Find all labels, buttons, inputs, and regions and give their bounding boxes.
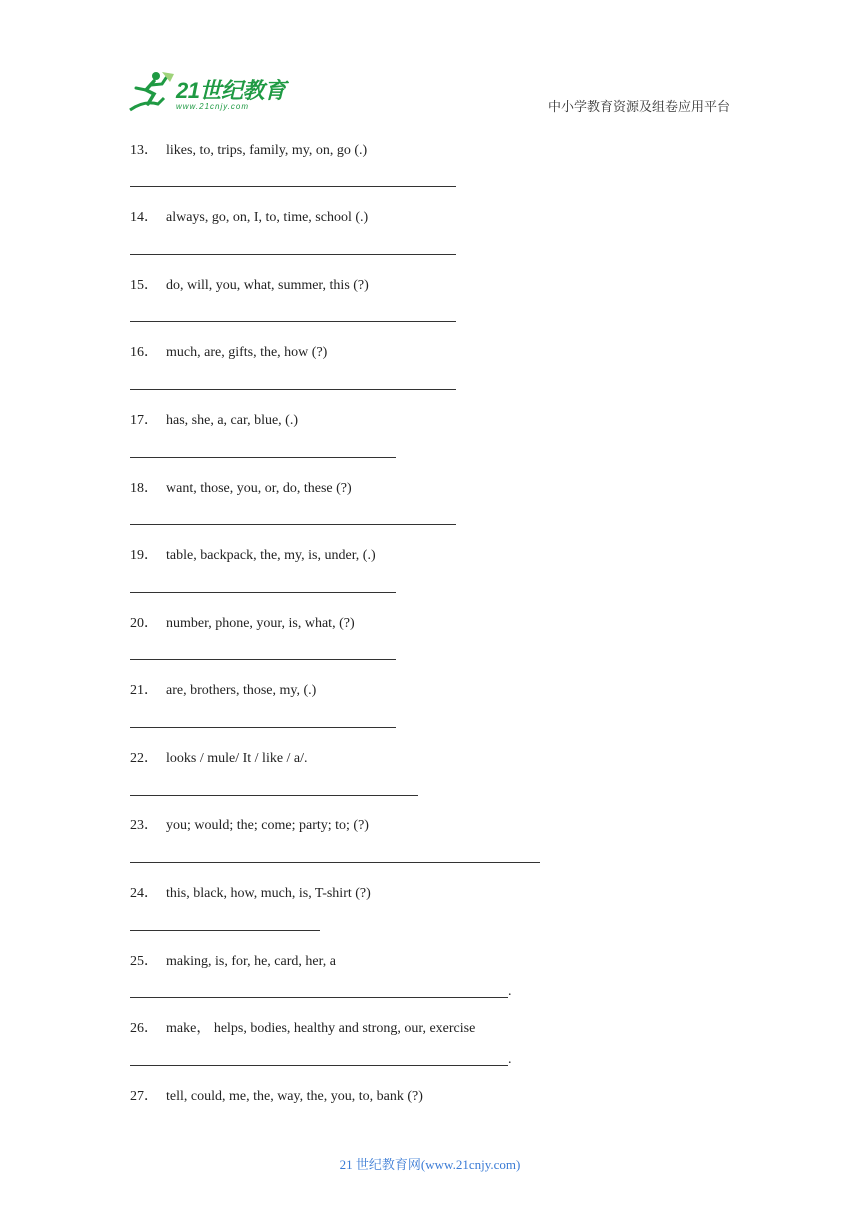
question-text: number, phone, your, is, what, (?) <box>166 616 355 631</box>
answer-line[interactable] <box>130 659 396 660</box>
answer-line[interactable] <box>130 457 396 458</box>
question-number: 21． <box>130 683 158 698</box>
question-text: you; would; the; come; party; to; (?) <box>166 818 369 833</box>
answer-line[interactable] <box>130 930 320 931</box>
question-23 <box>130 814 369 834</box>
question-text: do, will, you, what, summer, this (?) <box>166 278 369 293</box>
question-number: 15． <box>130 278 158 293</box>
question-text: looks / mule/ It / like / a/. <box>166 751 308 766</box>
question-25 <box>130 950 336 970</box>
question-number: 16． <box>130 345 158 360</box>
answer-line[interactable] <box>130 862 540 863</box>
answer-line[interactable] <box>130 186 456 187</box>
question-14 <box>130 206 368 226</box>
logo <box>124 70 294 118</box>
question-13 <box>130 139 367 159</box>
header-platform-text: 中小学教育资源及组卷应用平台 <box>547 100 730 115</box>
answer-line[interactable] <box>130 389 456 390</box>
question-26 <box>130 1017 475 1037</box>
question-text: table, backpack, the, my, is, under, (.) <box>166 548 376 563</box>
question-text: this, black, how, much, is, T-shirt (?) <box>166 886 371 901</box>
question-text: always, go, on, I, to, time, school (.) <box>166 210 369 225</box>
answer-line[interactable] <box>130 524 456 525</box>
question-16 <box>130 341 327 361</box>
logo-text: 21世纪教育 <box>176 78 286 103</box>
question-number: 19． <box>130 548 158 563</box>
question-number: 23． <box>130 818 158 833</box>
page-footer: 21 世纪教育网(www.21cnjy.com) <box>339 1157 521 1172</box>
line-end-period: . <box>508 1052 512 1067</box>
question-18 <box>130 477 352 497</box>
answer-line[interactable] <box>130 592 396 593</box>
answer-line[interactable] <box>130 1065 508 1066</box>
question-text: much, are, gifts, the, how (?) <box>166 345 328 360</box>
answer-line[interactable] <box>130 321 456 322</box>
question-text: make， helps, bodies, healthy and strong, our, exercise <box>166 1021 476 1036</box>
question-text: tell, could, me, the, way, the, you, to, bank (?) <box>166 1089 423 1104</box>
answer-line[interactable] <box>130 254 456 255</box>
question-text: has, she, a, car, blue, (.) <box>166 413 298 428</box>
question-22 <box>130 747 308 767</box>
question-number: 18． <box>130 481 158 496</box>
question-number: 27． <box>130 1089 158 1104</box>
question-15 <box>130 274 369 294</box>
line-end-period: . <box>508 984 512 999</box>
question-number: 22． <box>130 751 158 766</box>
runner-logo-icon <box>124 70 176 114</box>
question-20 <box>130 612 355 632</box>
question-19 <box>130 544 376 564</box>
answer-line[interactable] <box>130 795 418 796</box>
question-27 <box>130 1085 423 1105</box>
question-number: 13． <box>130 143 158 158</box>
question-text: likes, to, trips, family, my, on, go (.) <box>166 143 368 158</box>
question-number: 24． <box>130 886 158 901</box>
question-number: 25． <box>130 954 158 969</box>
question-text: are, brothers, those, my, (.) <box>166 683 317 698</box>
question-number: 17． <box>130 413 158 428</box>
question-number: 14． <box>130 210 158 225</box>
logo-url: www.21cnjy.com <box>176 102 249 111</box>
question-number: 20． <box>130 616 158 631</box>
question-21 <box>130 679 316 699</box>
question-24 <box>130 882 371 902</box>
page-header <box>0 0 860 130</box>
question-text: making, is, for, he, card, her, a <box>166 954 336 969</box>
question-17 <box>130 409 298 429</box>
question-text: want, those, you, or, do, these (?) <box>166 481 352 496</box>
answer-line[interactable] <box>130 997 508 998</box>
answer-line[interactable] <box>130 727 396 728</box>
question-number: 26． <box>130 1021 158 1036</box>
